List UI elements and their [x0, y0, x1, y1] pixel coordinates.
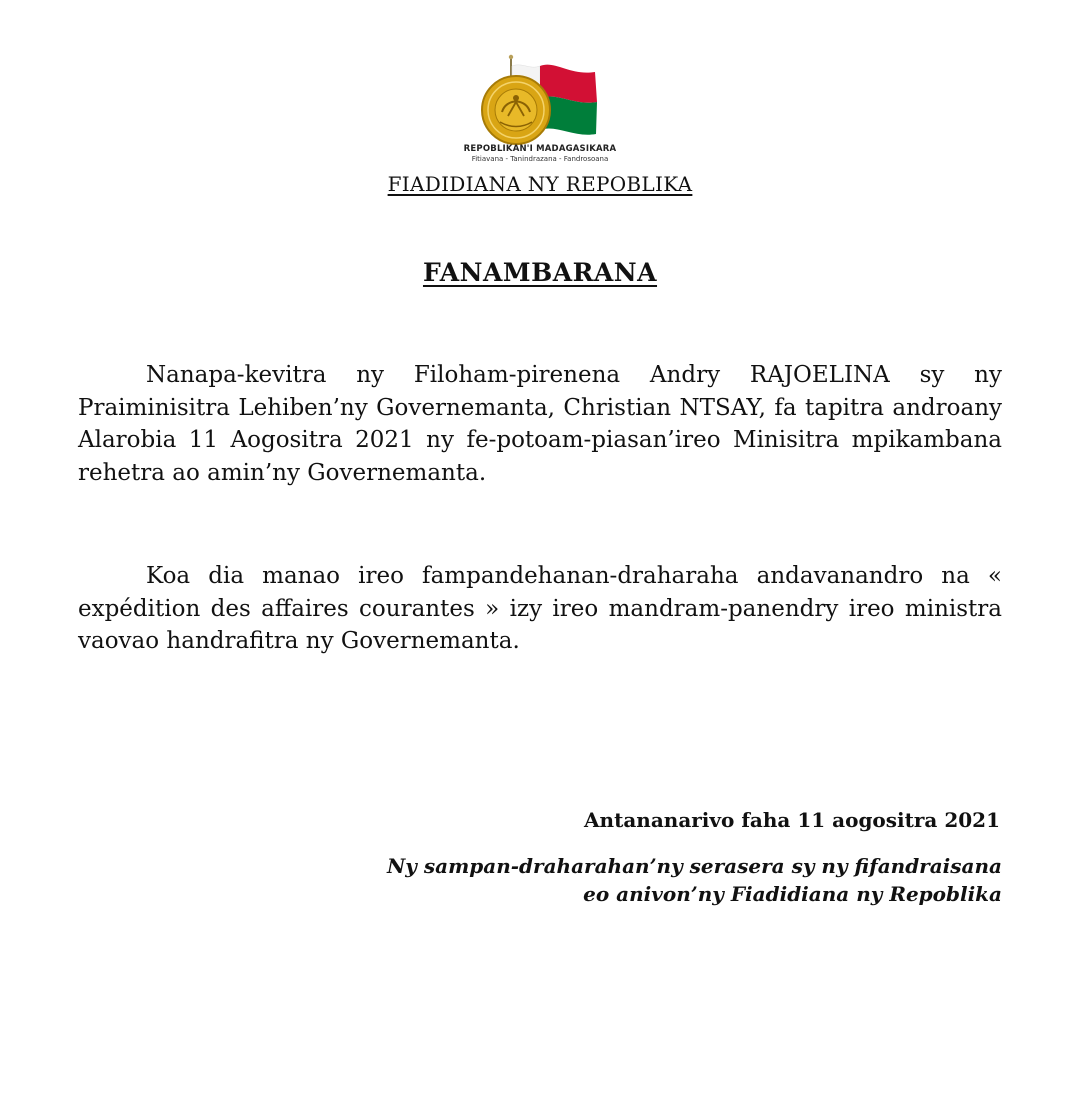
republic-name: REPOBLIKAN'I MADAGASIKARA	[463, 144, 617, 154]
national-motto: Fitiavana - Tanindrazana - Fandrosoana	[471, 155, 609, 163]
signatory-line-1: Ny sampan-draharahan’ny serasera sy ny fifandraisana	[387, 854, 1002, 878]
document-title: FANAMBARANA	[422, 258, 658, 287]
place-and-date: Antananarivo faha 11 aogositra 2021	[584, 808, 1000, 832]
body-paragraph-2: Koa dia manao ireo fampandehanan-draharaha andavanandro na « expédition des affaires courantes » izy ireo mandram-panendry ireo ministra vaovao handrafitra ny Governemanta.	[78, 563, 1002, 654]
body-paragraph-1: Nanapa-kevitra ny Filoham-pirenena Andry RAJOELINA sy ny Praiminisitra Lehiben’ny Governemanta, Christian NTSAY, fa tapitra androany Alarobia 11 Aogositra 2021 ny fe-potoam-piasan’ireo Minisitra mpikambana rehetra ao amin’ny Governemanta.	[78, 362, 1002, 486]
office-heading: FIADIDIANA NY REPOBLIKA	[387, 172, 693, 196]
signatory-block	[387, 852, 1002, 908]
signatory-line-2: eo anivon’ny Fiadidiana ny Repoblika	[583, 882, 1002, 906]
